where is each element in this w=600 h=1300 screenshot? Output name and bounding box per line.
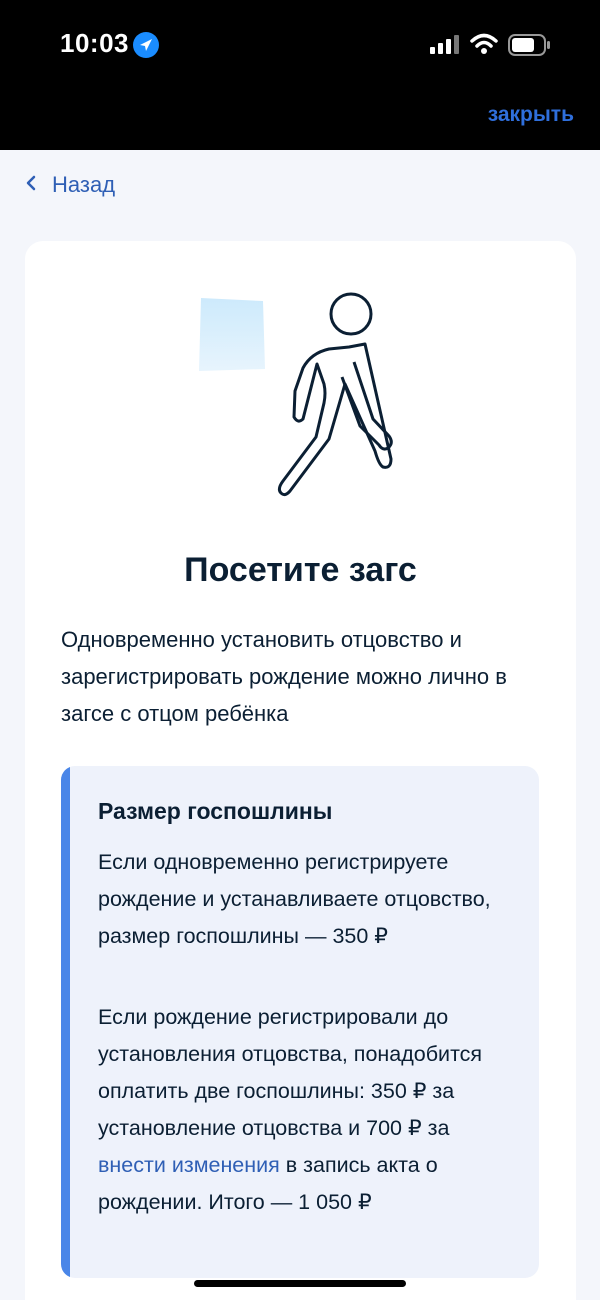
battery-icon <box>508 34 552 61</box>
fee-info-box <box>61 766 539 1278</box>
status-time: 10:03 <box>60 28 129 58</box>
fee-info-text: Если рождение регистрировали до установления отцовства, понадобится оплатить две госпошлины: 350 ₽ за установление отцовства и 700 ₽ за <box>98 1005 483 1140</box>
fee-info-title: Размер госпошлины <box>98 798 333 824</box>
back-button[interactable] <box>26 172 115 198</box>
fee-info-paragraph-1: Если одновременно регистрируете рождение и устанавливаете отцовство, размер госпошлины — 350 ₽ <box>98 850 491 948</box>
cellular-signal-icon <box>430 34 460 59</box>
fee-info-paragraph-2 <box>98 999 518 1221</box>
chevron-left-icon <box>26 175 36 196</box>
close-button[interactable]: закрыть <box>487 103 574 126</box>
walking-person-icon <box>195 291 405 511</box>
info-accent-bar <box>61 766 70 1278</box>
description-text: Одновременно установить отцовство и зарегистрировать рождение можно лично в загсе с отцом ребёнка <box>61 627 507 726</box>
page-title: Посетите загс <box>184 551 417 589</box>
content-card <box>25 241 576 1300</box>
status-bar <box>0 0 600 92</box>
home-indicator <box>194 1280 406 1287</box>
back-label: Назад <box>52 172 116 197</box>
make-changes-link[interactable]: внести изменения <box>98 1153 280 1177</box>
wifi-icon <box>470 33 498 60</box>
top-bar <box>0 92 600 150</box>
fee-info-text-end: в запись акта о рождении. Итого — 1 050 ₽ <box>98 1153 438 1214</box>
location-arrow-icon <box>133 32 159 58</box>
